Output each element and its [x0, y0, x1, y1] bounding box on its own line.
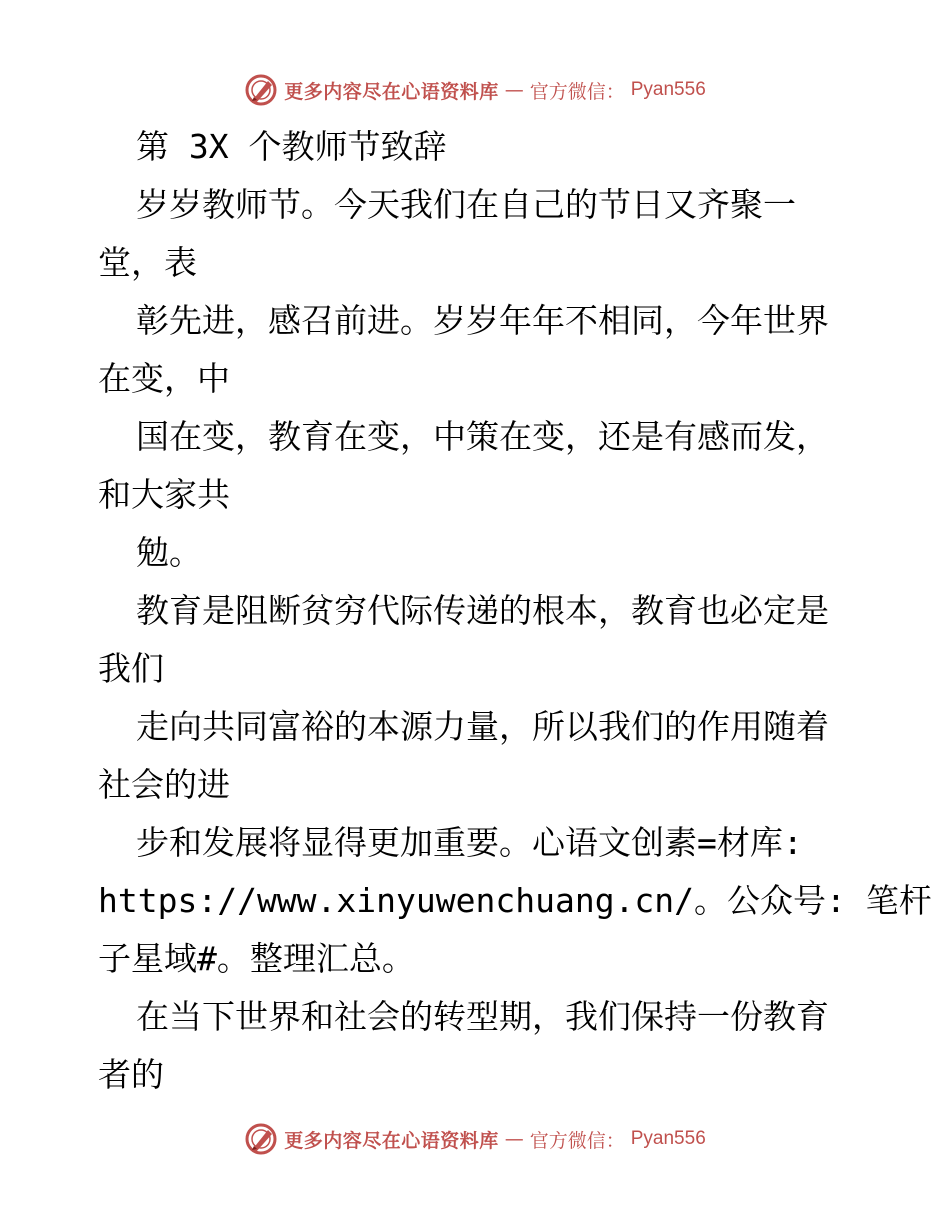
document-body	[98, 118, 932, 1104]
header-wechat-id: Pyan556	[630, 79, 706, 100]
text-line: 在变，中	[98, 359, 230, 398]
document-title: 第 3X 个教师节致辞	[136, 127, 447, 166]
header-banner-text: 更多内容尽在心语资料库	[284, 80, 499, 103]
text-line: 者的	[98, 1055, 164, 1094]
text-line: 社会的进	[98, 765, 230, 804]
text-line: 和大家共	[98, 475, 230, 514]
footer-banner-separator: —	[504, 1128, 524, 1150]
text-line: 岁岁教师节。今天我们在自己的节日又齐聚一	[136, 185, 796, 224]
footer-wechat-id: Pyan556	[630, 1128, 706, 1149]
text-line: 我们	[98, 649, 164, 688]
pen-logo-icon	[244, 1122, 278, 1156]
text-line: 勉。	[136, 533, 202, 572]
text-line: 子星域#。整理汇总。	[98, 939, 415, 978]
text-line: https://www.xinyuwenchuang.cn/。公众号: 笔杆	[98, 881, 932, 920]
text-line: 步和发展将显得更加重要。心语文创素=材库:	[136, 823, 803, 862]
header-wechat-label: 官方微信：	[529, 80, 625, 103]
text-line: 走向共同富裕的本源力量，所以我们的作用随着	[136, 707, 829, 746]
footer-wechat-label: 官方微信：	[529, 1129, 625, 1152]
footer-banner-text: 更多内容尽在心语资料库	[284, 1129, 499, 1152]
text-line: 堂，表	[98, 243, 197, 282]
text-line: 在当下世界和社会的转型期，我们保持一份教育	[136, 997, 829, 1036]
text-line: 彰先进，感召前进。岁岁年年不相同，今年世界	[136, 301, 829, 340]
text-line: 教育是阻断贫穷代际传递的根本，教育也必定是	[136, 591, 829, 630]
header-banner	[0, 70, 950, 110]
pen-logo-icon	[244, 73, 278, 107]
header-banner-separator: —	[504, 79, 524, 101]
footer-banner	[0, 1119, 950, 1159]
text-line: 国在变，教育在变，中策在变，还是有感而发，	[136, 417, 829, 456]
